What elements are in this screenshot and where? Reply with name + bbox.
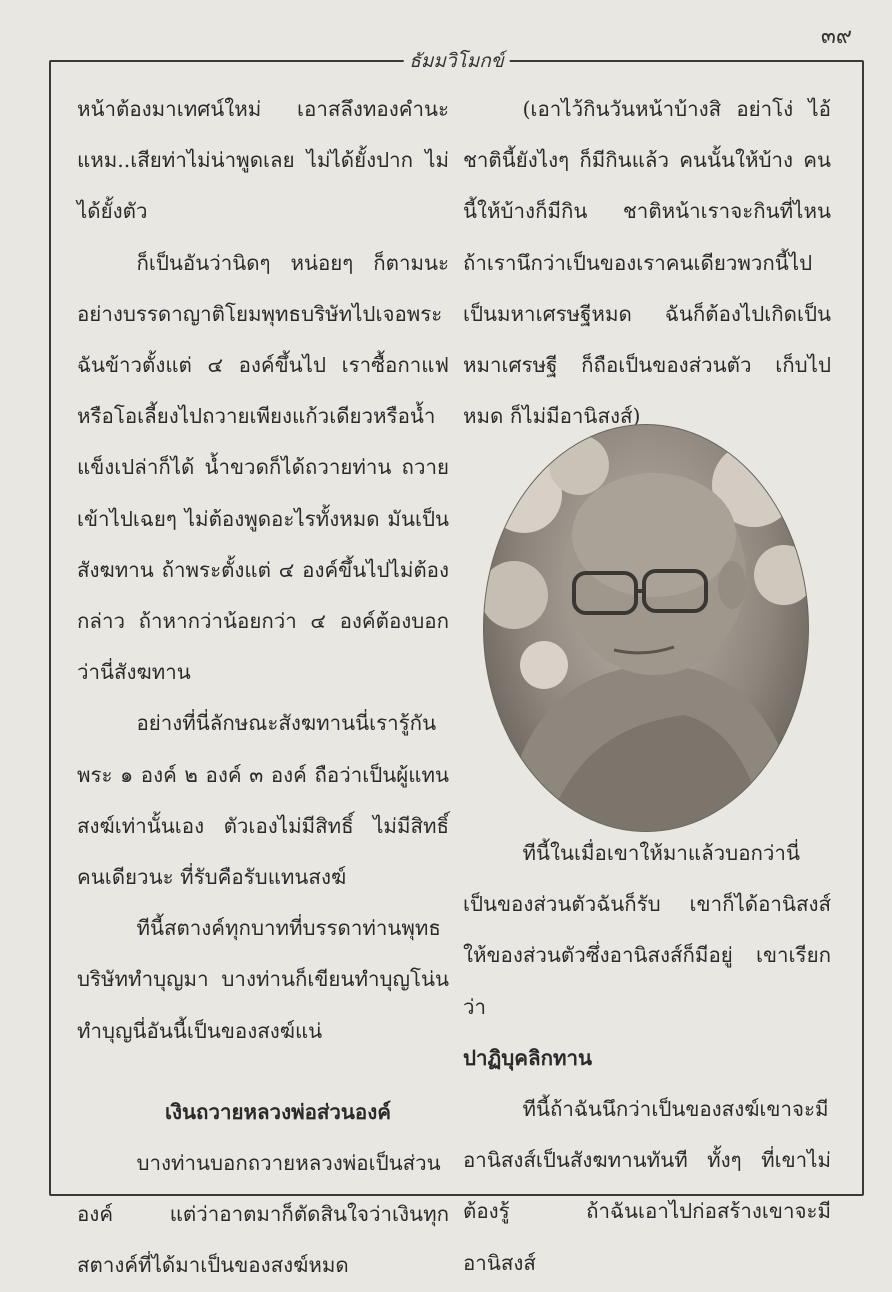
page-frame xyxy=(49,50,864,1278)
page-number: ๓๙ xyxy=(820,24,852,49)
monk-portrait-photo xyxy=(483,424,809,832)
paragraph: หน้าต้องมาเทศน์ใหม่ เอาสลึงทองคำนะ แหม..เสียท่าไม่น่าพูดเลย ไม่ได้ยั้งปาก ไม่ได้ยั้งตัว xyxy=(77,97,449,224)
paragraph xyxy=(463,828,831,1084)
paragraph: ทีนี้สตางค์ทุกบาทที่บรรดาท่านพุทธบริษัททำบุญมา บางท่านก็เขียนทำบุญโน่นทำบุญนี่อันนี้เป็นของสงฆ์แน่ xyxy=(77,916,449,1043)
running-header: ธัมมวิโมกข์ xyxy=(403,46,510,76)
paragraph: ทีนี้ถ้าฉันนึกว่าเป็นของสงฆ์เขาจะมีอานิสงส์เป็นสังฆทานทันที ทั้งๆ ที่เขาไม่ต้องรู้ ถ้าฉันเอาไปก่อสร้างเขาจะมีอานิสงส์ xyxy=(463,1097,831,1275)
right-column-top xyxy=(463,84,831,442)
paragraph: ก็เป็นอันว่านิดๆ หน่อยๆ ก็ตามนะ อย่างบรรดาญาติโยมพุทธบริษัทไปเจอพระฉันข้าวตั้งแต่ ๔ องค์ขึ้นไป เราซื้อกาแฟหรือโอเลี้ยงไปถวายเพียงแก้วเดียวหรือน้ำแข็งเปล่าก็ได้ น้ำขวดก็ได้ถวายท่าน ถวายเข้าไปเฉยๆ ไม่ต้องพูดอะไรทั้งหมด มันเป็นสังฆทาน ถ้าพระตั้งแต่ ๔ องค์ขึ้นไปไม่ต้องกล่าว ถ้าหากว่าน้อยกว่า ๔ องค์ต้องบอกว่านี่สังฆทาน xyxy=(77,250,449,685)
paragraph: (เอาไว้กินวันหน้าบ้างสิ อย่าโง่ ไอ้ชาตินี้ยังไงๆ ก็มีกินแล้ว คนนั้นให้บ้าง คนนี้ให้บ้างก็มีกิน ชาติหน้าเราจะกินที่ไหน ถ้าเรานึกว่าเป็นของเราคนเดียวพวกนี้ไปเป็นมหาเศรษฐีหมด ฉันก็ต้องไปเกิดเป็นหมาเศรษฐี ก็ถือเป็นของส่วนตัว เก็บไปหมด ก็ไม่มีอานิสงส์) xyxy=(463,97,831,429)
paragraph: บางท่านบอกถวายหลวงพ่อเป็นส่วนองค์ แต่ว่าอาตมาก็ตัดสินใจว่าเงินทุกสตางค์ที่ได้มาเป็นของสงฆ์หมด xyxy=(77,1151,449,1278)
term-bold: ปาฏิบุคลิกทาน xyxy=(463,1045,593,1070)
section-heading: เงินถวายหลวงพ่อส่วนองค์ xyxy=(165,1099,391,1124)
left-column xyxy=(77,84,449,1292)
paragraph: อย่างที่นี่ลักษณะสังฆทานนี่เรารู้กัน พระ ๑ องค์ ๒ องค์ ๓ องค์ ถือว่าเป็นผู้แทนสงฆ์เท่านั้นเอง ตัวเองไม่มีสิทธิ์ ไม่มีสิทธิ์คนเดียวนะ ที่รับคือรับแทนสงฆ์ xyxy=(77,711,449,890)
paragraph-text: ทีนี้ในเมื่อเขาให้มาแล้วบอกว่านี่เป็นของส่วนตัวฉันก็รับ เขาก็ได้อานิสงส์ให้ของส่วนตัวซึ่งอานิสงส์ก็มีอยู่ เขาเรียกว่า xyxy=(463,841,831,1019)
right-column-bottom xyxy=(463,828,831,1289)
